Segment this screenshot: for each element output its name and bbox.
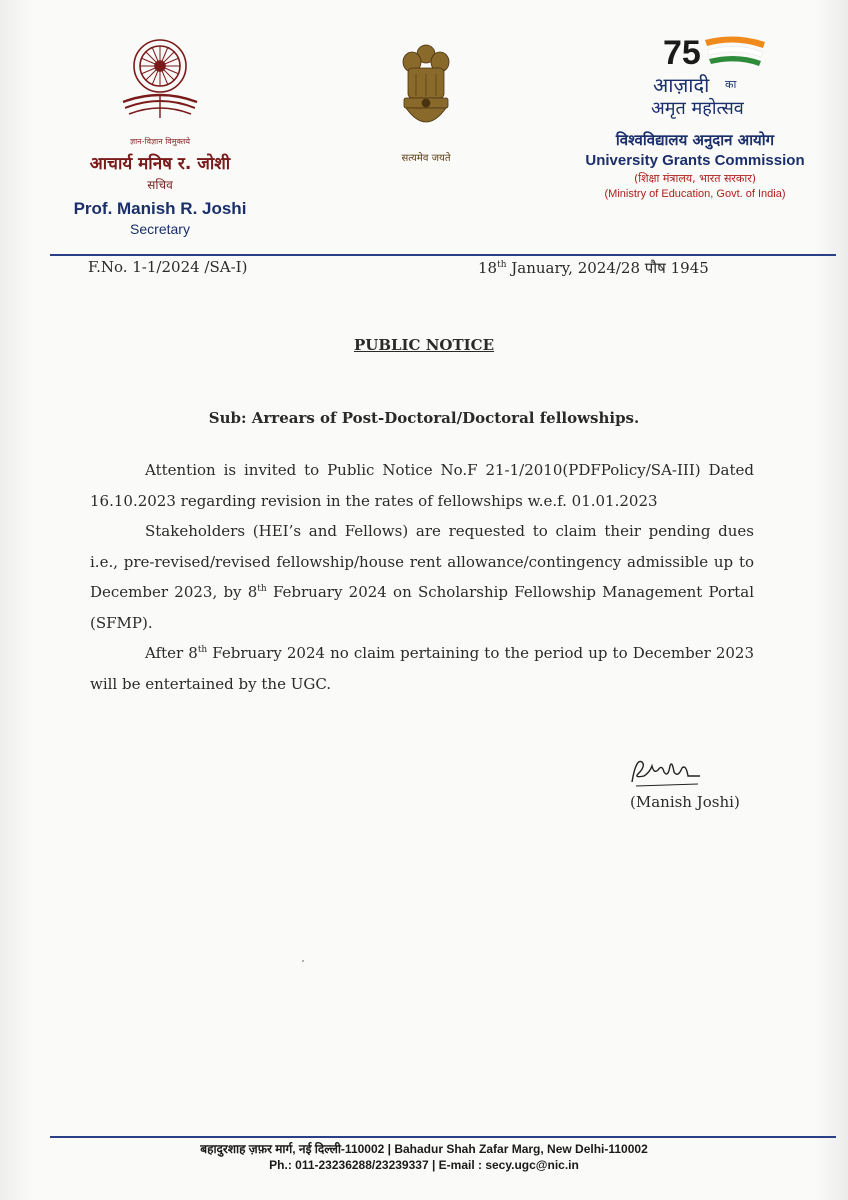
- paragraph-2: [90, 516, 754, 638]
- paragraph-3-text-b: February 2024 no claim pertaining to the period up to December 2023 will be entertained by the UGC.: [90, 644, 754, 693]
- ugc-logo-icon: [115, 28, 205, 128]
- footer-address: बहादुरशाह ज़फ़र मार्ग, नई दिल्ली-110002 | Bahadur Shah Zafar Marg, New Delhi-110002: [200, 1142, 648, 1156]
- date-suffix: th: [497, 260, 507, 270]
- ugc-name-hindi: विश्वविद्यालय अनुदान आयोग: [615, 131, 775, 149]
- file-number: F.No. 1-1/2024 /SA-I): [88, 258, 248, 276]
- paragraph-3: [90, 638, 754, 699]
- date-rest: January, 2024/28 पौष 1945: [506, 259, 709, 277]
- footer-contact: Ph.: 011-23236288/23239337 | E-mail : secy.ugc@nic.in: [269, 1158, 579, 1172]
- azadi-number: 75: [663, 34, 701, 72]
- azadi-ka: का: [725, 78, 737, 91]
- notice-title: PUBLIC NOTICE: [353, 336, 495, 354]
- date-day: 18: [478, 259, 498, 277]
- secretary-header: [60, 28, 260, 237]
- notice-subject: Sub: Arrears of Post-Doctoral/Doctoral fellowships.: [208, 409, 640, 427]
- footer-divider: [50, 1136, 836, 1138]
- satyamev-jayate-motto: सत्यमेव जयते: [401, 153, 451, 164]
- azadi-line-1: आज़ादी: [653, 73, 710, 97]
- lion-capital-icon: [396, 40, 456, 140]
- ugc-name-english: University Grants Commission: [585, 152, 805, 169]
- secretary-title-hindi: सचिव: [147, 178, 173, 192]
- ugc-motto: ज्ञान-विज्ञान विमुक्तये: [129, 137, 191, 146]
- azadi-line-2: अमृत महोत्सव: [651, 98, 744, 119]
- ministry-english: (Ministry of Education, Govt. of India): [604, 188, 786, 200]
- ugc-header: [580, 30, 810, 200]
- header-divider: [50, 254, 836, 256]
- paragraph-3-text-a: After 8: [145, 644, 198, 662]
- azadi-ka-amrit-mahotsav-icon: [615, 30, 775, 120]
- secretary-name: Prof. Manish R. Joshi: [73, 199, 247, 218]
- paragraph-2-sup: th: [257, 584, 267, 594]
- secretary-title: Secretary: [130, 221, 190, 237]
- signatory-name: (Manish Joshi): [630, 793, 740, 811]
- national-emblem-block: [376, 40, 476, 164]
- paragraph-1: Attention is invited to Public Notice No.F 21-1/2010(PDFPolicy/SA-III) Dated 16.10.2023 regarding revision in the rates of fellowships w.e.f. 01.01.2023: [90, 461, 754, 510]
- paragraph-2-text-b: February 2024 on Scholarship Fellowship Management Portal (SFMP).: [90, 583, 755, 632]
- paragraph-2-text-a: Stakeholders (HEI’s and Fellows) are requested to claim their pending dues i.e., pre-revised/revised fellowship/house rent allowance/contingency admissible up to December 2023, by 8: [90, 522, 754, 601]
- ministry-hindi: (शिक्षा मंत्रालय, भारत सरकार): [633, 172, 757, 185]
- letter-date: [478, 258, 709, 278]
- paragraph-3-sup: th: [197, 645, 208, 655]
- handwritten-signature: [628, 752, 708, 792]
- secretary-name-hindi: आचार्य मनिष र. जोशी: [89, 154, 231, 174]
- paper-speck: [302, 960, 304, 962]
- notice-body: [90, 455, 754, 699]
